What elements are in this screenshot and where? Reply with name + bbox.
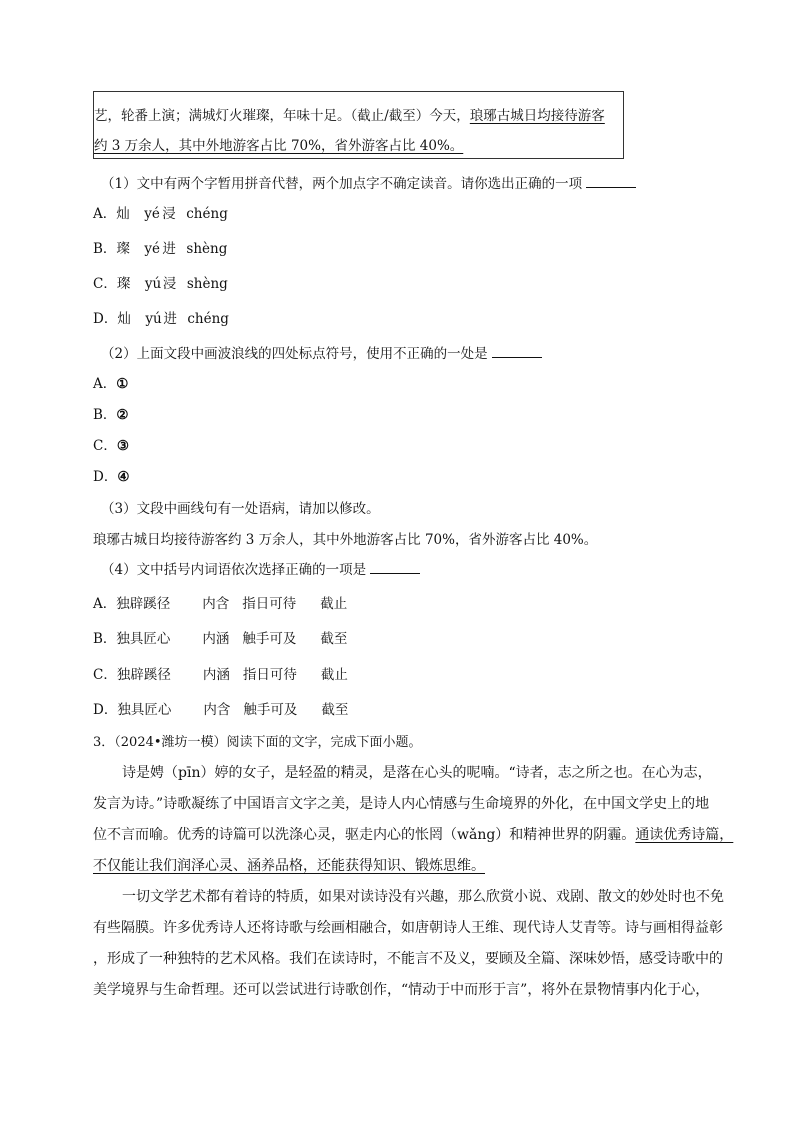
q2-stem: （2）上面文段中画波浪线的四处标点符号，使用不正确的一处是: [101, 342, 542, 362]
q4-stem: （4）文中括号内词语依次选择正确的一项是: [101, 558, 420, 578]
passage-p2-line2: 有些隔膜。许多优秀诗人还将诗歌与绘画相融合，如唐朝诗人王维、现代诗人艾青等。诗与画相得益彰: [93, 920, 723, 936]
q2-option-a[interactable]: A．①: [93, 376, 129, 392]
passage-p1-line4: 不仅能让我们润泽心灵、涵养品格，还能获得知识、锻炼思维。: [93, 858, 485, 874]
answer-blank: [492, 344, 542, 358]
passage-p2-line4: 美学境界与生命哲理。还可以尝试进行诗歌创作，“情动于中而形于言”，将外在景物情事内化于心，: [93, 982, 710, 998]
passage-p2-line3: ，形成了一种独特的艺术风格。我们在读诗时，不能言不及义，要顾及全篇、深味妙悟，感受诗歌中的: [93, 951, 723, 967]
q1-option-d[interactable]: D．灿 yú 进 chéng: [93, 311, 229, 327]
passage-p2-line1: 一切文学艺术都有着诗的特质，如果对读诗没有兴趣，那么欣赏小说、戏剧、散文的妙处时也不免: [122, 889, 724, 905]
passage-p1-line2: 发言为诗。”诗歌凝练了中国语言文字之美，是诗人内心情感与生命境界的外化，在中国文学史上的地: [93, 796, 710, 812]
q3-stem: （3）文段中画线句有一处语病，请加以修改。: [101, 501, 380, 517]
q4-option-b[interactable]: B．独具匠心 内涵 触手可及 截至: [93, 631, 348, 647]
passage-p1-line1: 诗是娉（pīn）婷的女子，是轻盈的精灵，是落在心头的呢喃。“诗者，志之所之也。在心为志，: [122, 765, 712, 781]
answer-blank: [586, 174, 636, 188]
answer-blank: [370, 560, 420, 574]
q4-option-a[interactable]: A．独辟蹊径 内含 指日可待 截止: [93, 596, 348, 612]
excerpt-line-1: 艺，轮番上演；满城灯火璀璨，年味十足。（截止/截至）今天，琅琊古城日均接待游客: [94, 108, 605, 124]
q3-sentence: 琅琊古城日均接待游客约 3 万余人，其中外地游客占比 70%，省外游客占比 40%。: [93, 532, 598, 548]
q2-option-c[interactable]: C．③: [93, 438, 129, 454]
question-3-header: 3．（2024•潍坊一模）阅读下面的文字，完成下面小题。: [93, 735, 422, 750]
excerpt-line-2: 约 3 万余人，其中外地游客占比 70%，省外游客占比 40%。: [94, 138, 464, 154]
excerpt-box: [93, 91, 624, 159]
q1-option-a[interactable]: A．灿 yé 浸 chéng: [93, 206, 228, 222]
q4-option-c[interactable]: C．独辟蹊径 内涵 指日可待 截止: [93, 667, 348, 683]
q1-option-c[interactable]: C．璨 yú 浸 shèng: [93, 276, 228, 292]
q4-option-d[interactable]: D．独具匠心 内含 触手可及 截至: [93, 702, 349, 718]
q2-option-b[interactable]: B．②: [93, 407, 129, 423]
q2-option-d[interactable]: D．④: [93, 469, 130, 485]
passage-p1-line3: 位不言而喻。优秀的诗篇可以洗涤心灵，驱走内心的怅罔（wǎng）和精神世界的阴霾。通读优秀诗篇，: [93, 827, 734, 843]
q1-stem: （1）文中有两个字暂用拼音代替，两个加点字不确定读音。请你选出正确的一项: [101, 172, 636, 192]
q1-option-b[interactable]: B．璨 yé 进 shèng: [93, 241, 228, 257]
